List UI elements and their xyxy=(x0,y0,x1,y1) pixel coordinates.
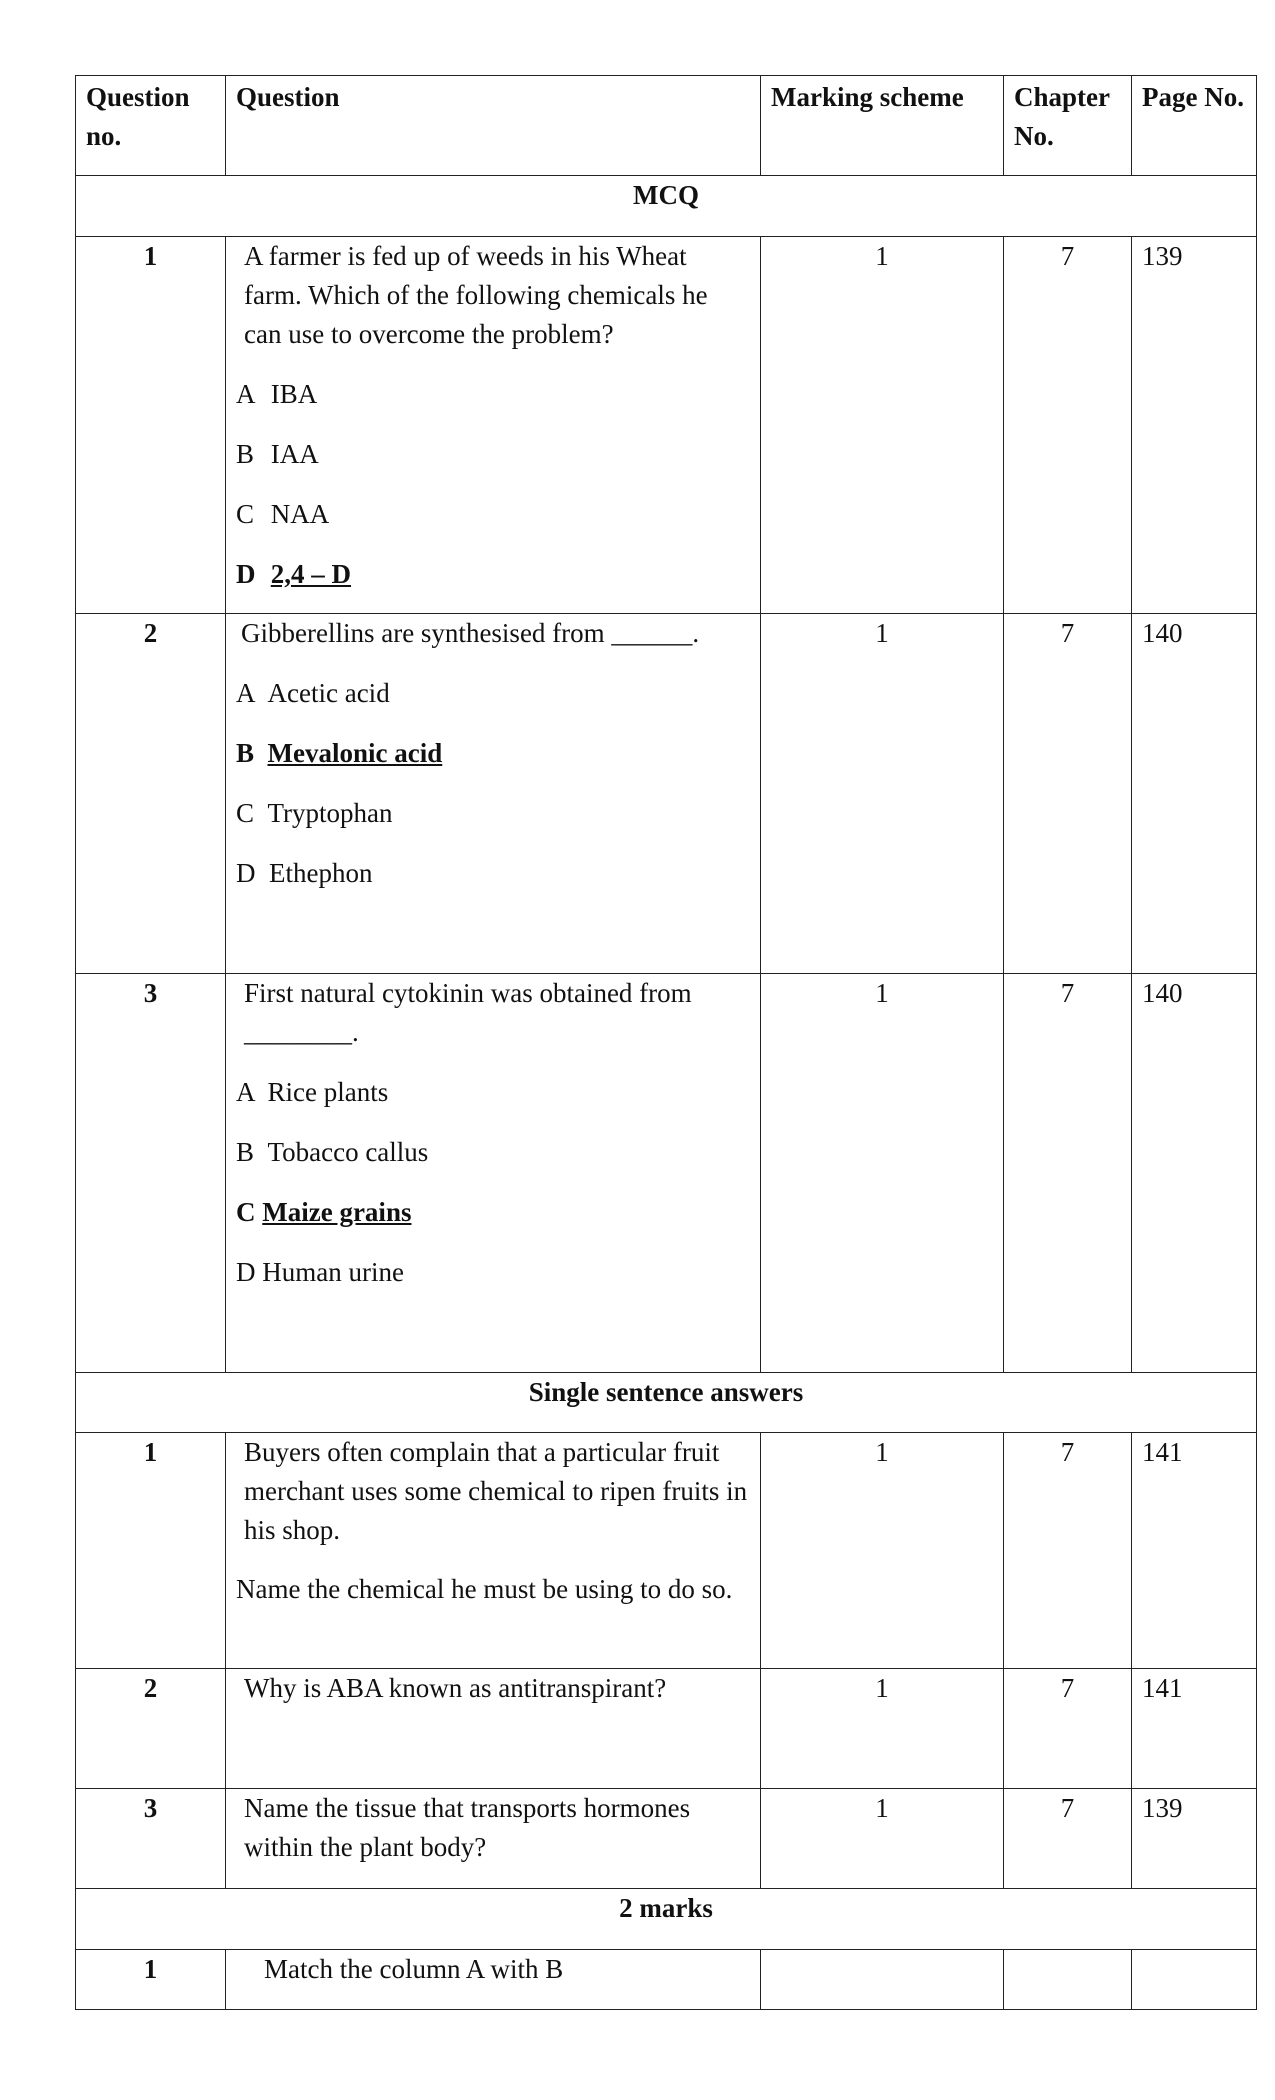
question-cell xyxy=(226,974,761,1373)
chapter-number: 7 xyxy=(1004,237,1132,614)
question-number: 3 xyxy=(76,974,226,1373)
header-chapter-no: Chapter No. xyxy=(1004,76,1132,176)
chapter-number: 7 xyxy=(1004,1789,1132,1889)
table-row xyxy=(76,614,1257,974)
option: B Tobacco callus xyxy=(236,1137,429,1167)
header-question: Question xyxy=(226,76,761,176)
correct-option: C Maize grains xyxy=(236,1197,412,1227)
question-table xyxy=(75,75,1257,2010)
correct-option: D 2,4 – D xyxy=(236,559,351,589)
question-number: 1 xyxy=(76,237,226,614)
option: A IBA xyxy=(236,379,318,409)
chapter-number: 7 xyxy=(1004,1433,1132,1669)
section-title-single-sentence: Single sentence answers xyxy=(76,1373,1257,1433)
marking-scheme-value: 1 xyxy=(761,237,1004,614)
table-row xyxy=(76,974,1257,1373)
chapter-number xyxy=(1004,1950,1132,2010)
page-number: 139 xyxy=(1132,1789,1257,1889)
question-number: 2 xyxy=(76,1669,226,1789)
marking-scheme-value: 1 xyxy=(761,1789,1004,1889)
chapter-number: 7 xyxy=(1004,1669,1132,1789)
option: A Acetic acid xyxy=(236,678,390,708)
marking-scheme-value: 1 xyxy=(761,974,1004,1373)
question-number: 3 xyxy=(76,1789,226,1889)
question-text: A farmer is fed up of weeds in his Wheat farm. Which of the following chemicals he can use to overcome the problem? xyxy=(244,241,708,349)
table-row xyxy=(76,1789,1257,1889)
question-cell xyxy=(226,1950,761,2010)
question-text: Why is ABA known as antitranspirant? xyxy=(244,1673,667,1703)
table-row xyxy=(76,1433,1257,1669)
table-row xyxy=(76,1669,1257,1789)
page-number xyxy=(1132,1950,1257,2010)
option: D Ethephon xyxy=(236,858,373,888)
option: A Rice plants xyxy=(236,1077,389,1107)
page-number: 139 xyxy=(1132,237,1257,614)
marking-scheme-value: 1 xyxy=(761,1669,1004,1789)
marking-scheme-value: 1 xyxy=(761,1433,1004,1669)
question-number: 1 xyxy=(76,1950,226,2010)
question-text: Gibberellins are synthesised from ______. xyxy=(241,618,700,648)
header-row xyxy=(76,76,1257,176)
section-title-two-marks: 2 marks xyxy=(76,1889,1257,1950)
option: C Tryptophan xyxy=(236,798,393,828)
question-text-continued: Name the chemical he must be using to do so. xyxy=(236,1574,733,1604)
question-text: Match the column A with B xyxy=(264,1954,564,1984)
page-number: 140 xyxy=(1132,614,1257,974)
page-number: 140 xyxy=(1132,974,1257,1373)
header-question-no: Question no. xyxy=(76,76,226,176)
question-cell xyxy=(226,1789,761,1889)
marking-scheme-value: 1 xyxy=(761,614,1004,974)
section-title-mcq: MCQ xyxy=(76,176,1257,237)
question-number: 2 xyxy=(76,614,226,974)
question-text: Name the tissue that transports hormones within the plant body? xyxy=(244,1793,691,1862)
table-row xyxy=(76,237,1257,614)
question-cell xyxy=(226,237,761,614)
question-text: Buyers often complain that a particular fruit merchant uses some chemical to ripen fruits in his shop. xyxy=(244,1437,748,1545)
page-number: 141 xyxy=(1132,1433,1257,1669)
section-row-single xyxy=(76,1373,1257,1433)
header-page-no: Page No. xyxy=(1132,76,1257,176)
table-row xyxy=(76,1950,1257,2010)
header-marking-scheme: Marking scheme xyxy=(761,76,1004,176)
option: B IAA xyxy=(236,439,319,469)
question-number: 1 xyxy=(76,1433,226,1669)
section-row-mcq xyxy=(76,176,1257,237)
question-cell xyxy=(226,1433,761,1669)
question-cell xyxy=(226,1669,761,1789)
correct-option: B Mevalonic acid xyxy=(236,738,443,768)
marking-scheme-value xyxy=(761,1950,1004,2010)
question-text: First natural cytokinin was obtained from ________. xyxy=(244,978,692,1047)
question-cell xyxy=(226,614,761,974)
option: C NAA xyxy=(236,499,330,529)
chapter-number: 7 xyxy=(1004,974,1132,1373)
option: D Human urine xyxy=(236,1257,404,1287)
page-number: 141 xyxy=(1132,1669,1257,1789)
section-row-two-marks xyxy=(76,1889,1257,1950)
chapter-number: 7 xyxy=(1004,614,1132,974)
